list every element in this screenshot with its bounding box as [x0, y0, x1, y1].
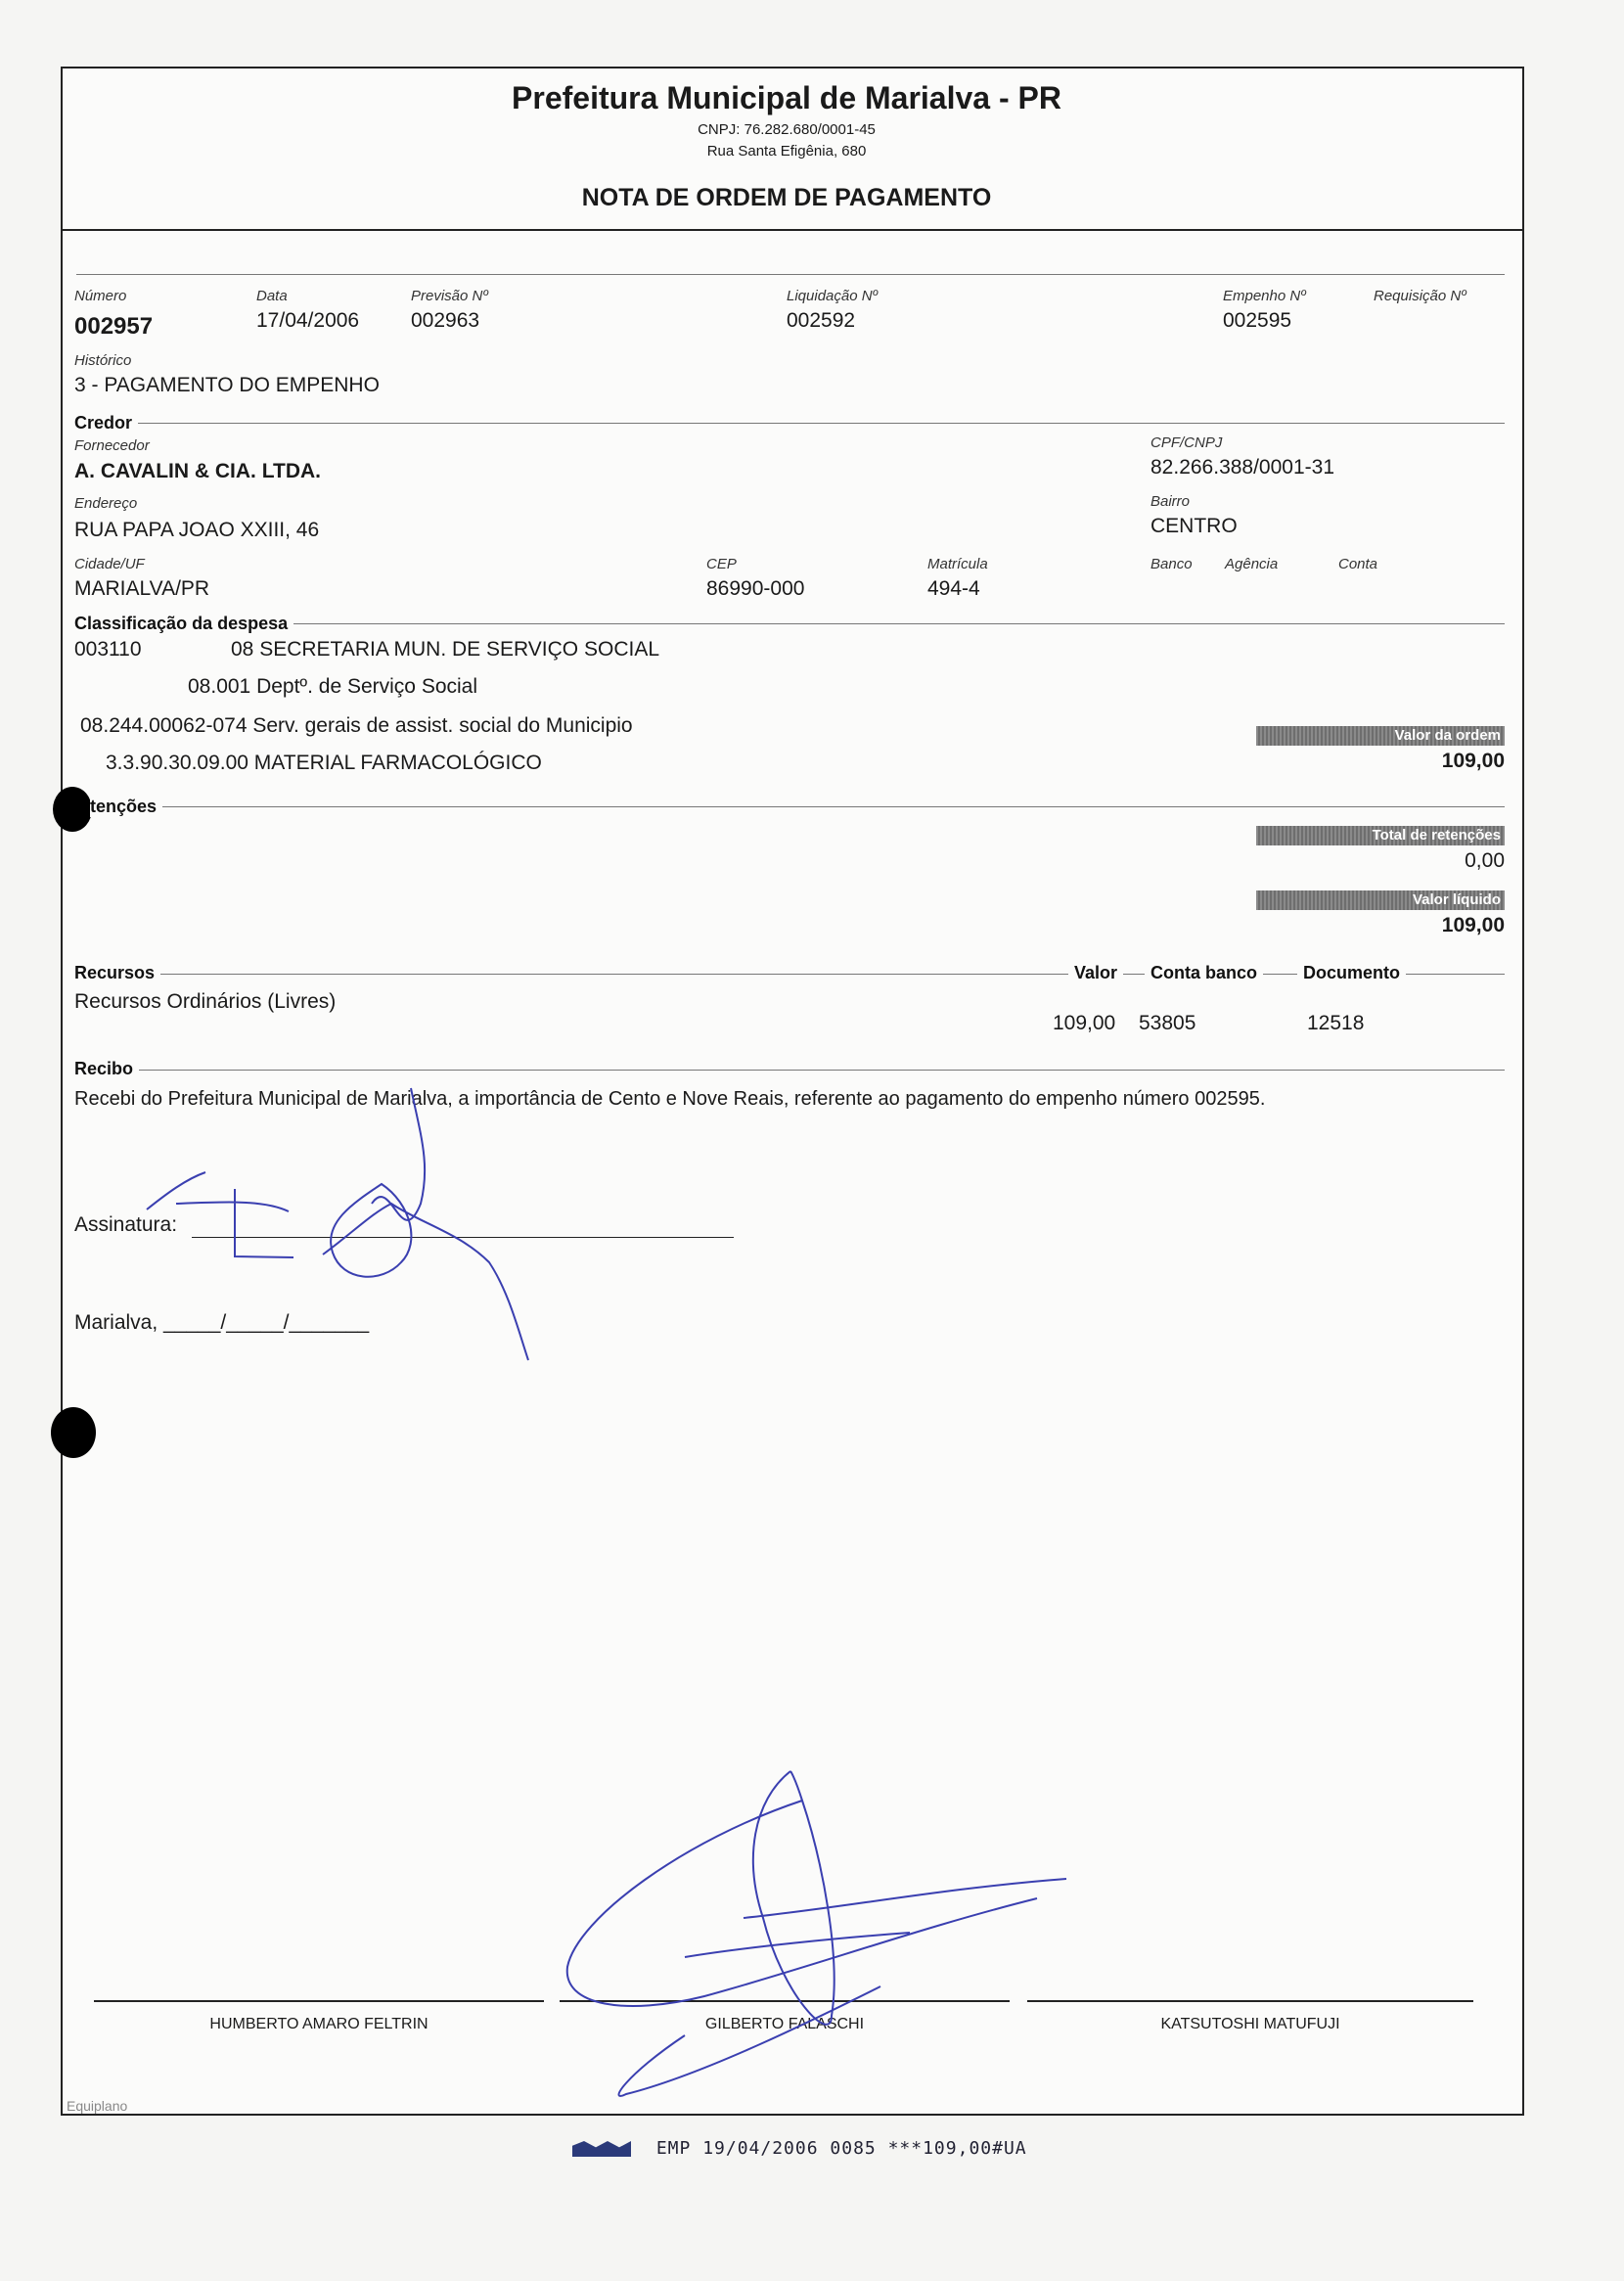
cidade-label: Cidade/UF [74, 556, 145, 572]
recursos-documento-header: Documento [1297, 963, 1406, 983]
software-footer: Equiplano [67, 2098, 128, 2114]
cnpj-text: CNPJ: 76.282.680/0001-45 [698, 121, 876, 138]
bank-logo-icon [572, 2141, 631, 2157]
classificacao-line-1: 08 SECRETARIA MUN. DE SERVIÇO SOCIAL [231, 638, 660, 661]
endereco-value: RUA PAPA JOAO XXIII, 46 [74, 519, 320, 541]
recibo-divider [76, 1070, 1505, 1071]
cpf-value: 82.266.388/0001-31 [1150, 456, 1335, 479]
liquidacao-value: 002592 [787, 309, 856, 332]
bairro-label: Bairro [1150, 493, 1191, 510]
signature-line-1 [94, 2000, 544, 2002]
classificacao-code: 003110 [74, 638, 142, 661]
cep-label: CEP [706, 556, 737, 572]
cpf-label: CPF/CNPJ [1150, 434, 1223, 451]
historico-label: Histórico [74, 352, 132, 369]
recursos-descricao: Recursos Ordinários (Livres) [74, 990, 337, 1013]
signatory-1-name: HUMBERTO AMARO FELTRIN [209, 2016, 429, 2032]
recursos-valor-header: Valor [1068, 963, 1123, 983]
valor-liquido-bar: Valor líquido [1256, 890, 1505, 910]
bank-stamp-text: EMP 19/04/2006 0085 ***109,00#UA [655, 2138, 1027, 2159]
retencoes-divider [76, 806, 1505, 807]
valor-ordem-value: 109,00 [1441, 750, 1505, 772]
cep-value: 86990-000 [706, 577, 805, 600]
recursos-conta: 53805 [1139, 1012, 1196, 1034]
punch-hole-top [53, 787, 92, 832]
agencia-label: Agência [1225, 556, 1279, 572]
data-value: 17/04/2006 [256, 309, 360, 332]
fornecedor-value: A. CAVALIN & CIA. LTDA. [74, 460, 321, 482]
conta-label: Conta [1338, 556, 1378, 572]
municipality-title: Prefeitura Municipal de Marialva - PR [512, 80, 1061, 115]
signatory-2-name: GILBERTO FALASCHI [704, 2016, 865, 2032]
cidade-value: MARIALVA/PR [74, 577, 210, 600]
recursos-valor: 109,00 [1053, 1012, 1116, 1034]
assinatura-line [192, 1237, 734, 1238]
requisicao-label: Requisição Nº [1374, 288, 1466, 304]
recibo-text: Recebi do Prefeitura Municipal de Marialva, a importância de Cento e Nove Reais, referente ao pagamento do empenho número 002595. [74, 1088, 1266, 1110]
historico-value: 3 - PAGAMENTO DO EMPENHO [74, 374, 380, 396]
address-text: Rua Santa Efigênia, 680 [706, 143, 867, 160]
header-divider [63, 229, 1522, 231]
empenho-value: 002595 [1223, 309, 1292, 332]
numero-label: Número [74, 288, 127, 304]
fornecedor-label: Fornecedor [74, 437, 150, 454]
assinatura-label: Assinatura: [74, 1213, 178, 1236]
matricula-value: 494-4 [927, 577, 980, 600]
valor-ordem-bar: Valor da ordem [1256, 726, 1505, 746]
previsao-value: 002963 [411, 309, 480, 332]
previsao-label: Previsão Nº [411, 288, 488, 304]
recursos-section-title: Recursos [74, 963, 160, 983]
banco-label: Banco [1150, 556, 1193, 572]
recursos-documento: 12518 [1307, 1012, 1365, 1034]
recibo-section-title: Recibo [74, 1059, 139, 1079]
empenho-label: Empenho Nº [1223, 288, 1306, 304]
retencoes-section-title: tenções [90, 797, 162, 817]
signature-line-2 [560, 2000, 1010, 2002]
data-label: Data [256, 288, 288, 304]
classificacao-line-4: 3.3.90.30.09.00 MATERIAL FARMACOLÓGICO [106, 752, 542, 774]
classificacao-line-2: 08.001 Deptº. de Serviço Social [188, 675, 478, 698]
endereco-label: Endereço [74, 495, 138, 512]
liquidacao-label: Liquidação Nº [787, 288, 879, 304]
document-type-title: NOTA DE ORDEM DE PAGAMENTO [581, 184, 992, 211]
valor-liquido-value: 109,00 [1441, 914, 1505, 936]
punch-hole-bottom [51, 1407, 96, 1458]
recursos-divider [76, 974, 1505, 975]
signature-line-3 [1027, 2000, 1473, 2002]
matricula-label: Matrícula [927, 556, 988, 572]
classificacao-line-3: 08.244.00062-074 Serv. gerais de assist. social do Municipio [80, 714, 633, 737]
classificacao-section-title: Classificação da despesa [74, 614, 293, 634]
numero-value: 002957 [74, 313, 154, 340]
info-top-divider [76, 274, 1505, 275]
credor-divider [76, 423, 1505, 424]
payment-order-document [61, 67, 1524, 2116]
bairro-value: CENTRO [1150, 515, 1238, 537]
signatory-3-name: KATSUTOSHI MATUFUJI [1160, 2016, 1340, 2032]
recursos-conta-header: Conta banco [1145, 963, 1263, 983]
total-retencoes-bar: Total de retenções [1256, 826, 1505, 845]
bank-processing-stamp [572, 2138, 1027, 2159]
local-date-field: Marialva, _____/_____/_______ [74, 1311, 370, 1334]
credor-section-title: Credor [74, 413, 138, 433]
total-retencoes-value: 0,00 [1465, 849, 1505, 872]
